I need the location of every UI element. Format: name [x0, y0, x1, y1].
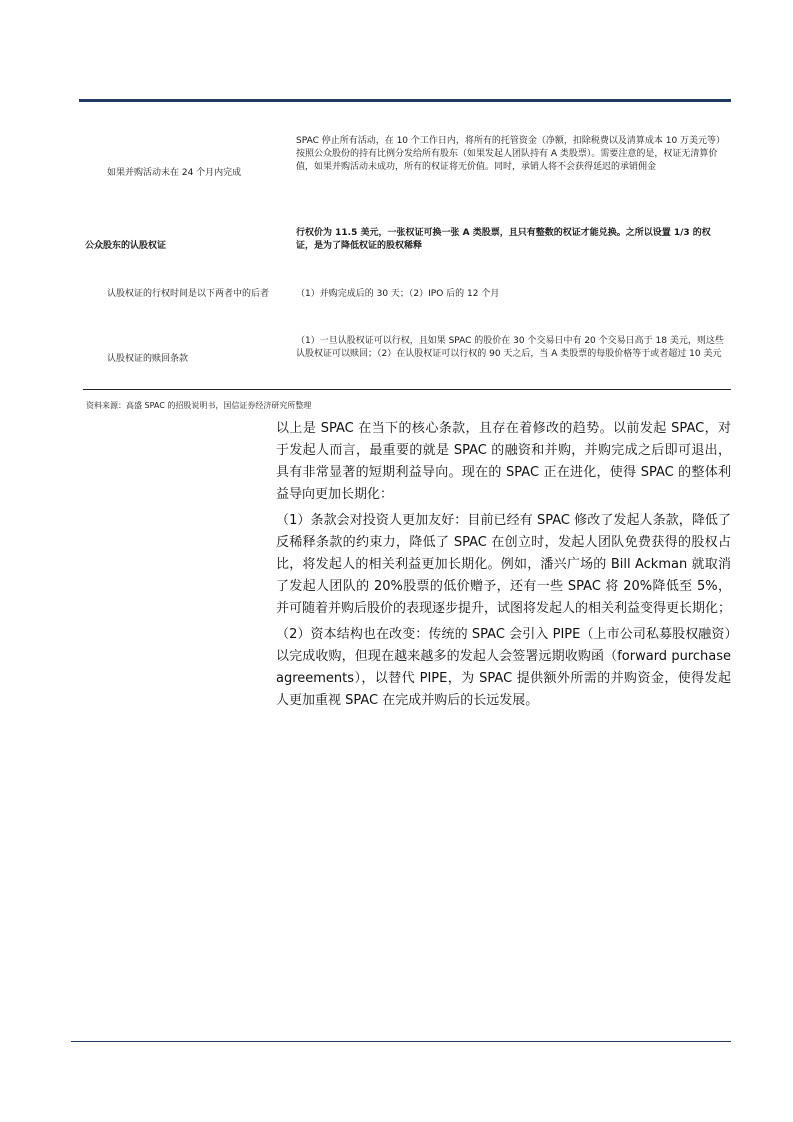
row-label: 公众股东的认股权证 [85, 241, 167, 251]
source-note: 资料来源：高盛 SPAC 的招股说明书，国信证券经济研究所整理 [86, 401, 312, 410]
paragraph: （2）资本结构也在改变：传统的 SPAC 会引入 PIPE（上市公司私募股权融资）以完成收购，但现在越来越多的发起人会签署远期收购函（forward purchase agreements），以替代 PIPE，为 SPAC 提供额外所需的并购资金，使得发起人更加重视 SPAC 在完成并购后的长远发展。 [276, 627, 731, 708]
row-content: SPAC 停止所有活动，在 10 个工作日内，将所有的托管资金（净额，扣除税费以及清算成本 10 万美元等）按照公众股份的持有比例分发给所有股东（如果发起人团队持有 A 类股票）。需要注意的是，权证无清算价值，如果并购活动未成功，所有的权证将无价值。同时，承销人将不会获得延迟的承销佣金 [296, 136, 726, 172]
header-rule [79, 99, 731, 102]
table-bottom-rule [83, 389, 731, 390]
row-content: （1）一旦认股权证可以行权，且如果 SPAC 的股价在 30 个交易日中有 20 个交易日高于 18 美元，则这些认股权证可以赎回；（2）在认股权证可以行权的 90 天之后，当 A 类股票的每股价格等于或者超过 10 美元 [296, 336, 724, 359]
paragraph: （1）条款会对投资人更加友好：目前已经有 SPAC 修改了发起人条款，降低了反稀释条款的约束力，降低了 SPAC 在创立时，发起人团队免费获得的股权占比，将发起人的相关利益更加长期化。例如，潘兴广场的 Bill Ackman 就取消了发起人团队的 20%股票的低价赠予，还有一些 SPAC 将 20%降低至 5%，并可随着并购后股价的表现逐步提升，试图将发起人的相关利益变得更长期化； [276, 513, 732, 616]
paragraph: 以上是 SPAC 在当下的核心条款，且存在着修改的趋势。以前发起 SPAC，对于发起人而言，最重要的就是 SPAC 的融资和并购，并购完成之后即可退出，具有非常显著的短期利益导向。现在的 SPAC 正在进化，使得 SPAC 的整体利益导向更加长期化： [276, 421, 731, 502]
row-label: 如果并购活动未在 24 个月内完成 [107, 168, 242, 178]
footer-rule [71, 1041, 731, 1042]
row-label: 认股权证的赎回条款 [107, 354, 189, 364]
row-content: 行权价为 11.5 美元，一张权证可换一张 A 类股票，且只有整数的权证才能兑换。之所以设置 1/3 的权证，是为了降低权证的股权稀释 [296, 228, 711, 251]
body-text [276, 418, 731, 716]
row-label: 认股权证的行权时间是以下两者中的后者 [107, 289, 270, 299]
row-content: （1）并购完成后的 30 天；（2）IPO 后的 12 个月 [296, 289, 500, 299]
